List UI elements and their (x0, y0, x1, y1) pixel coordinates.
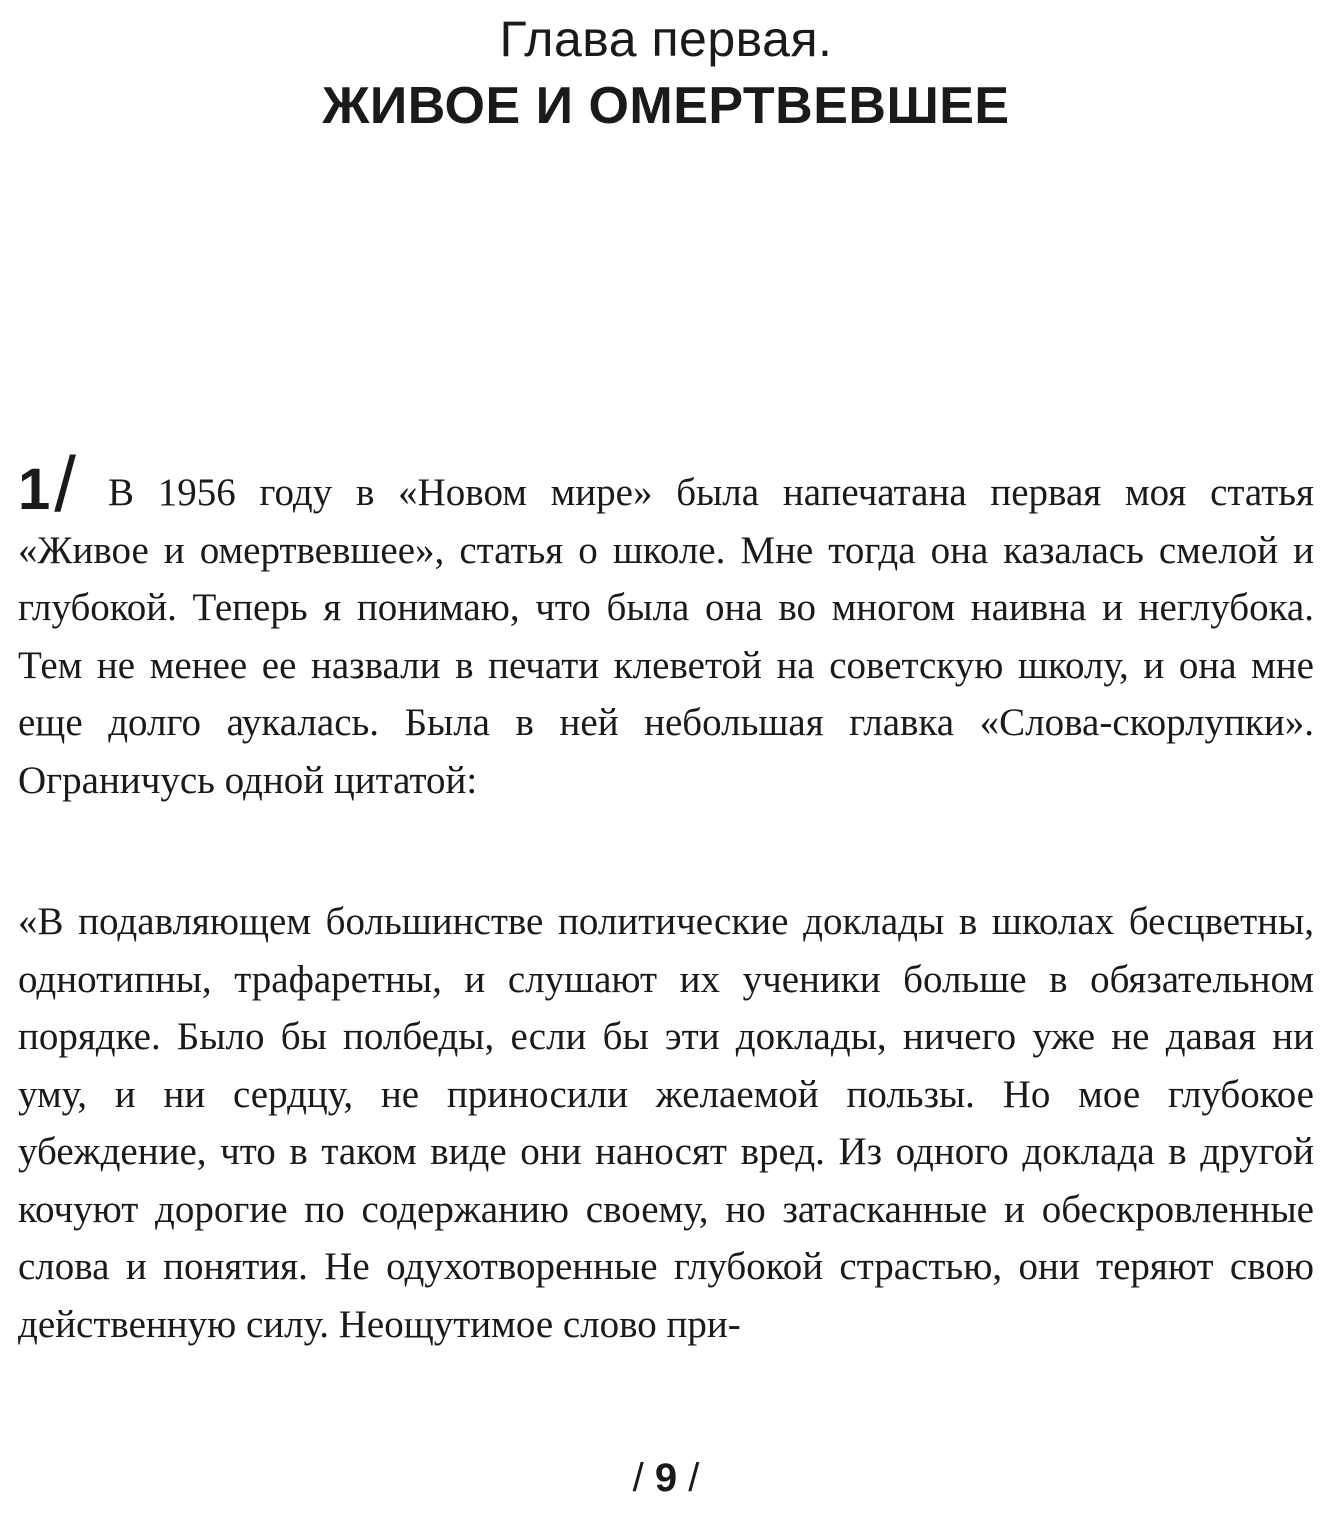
page-number: 9 (654, 1456, 678, 1500)
page-folio (0, 1448, 1332, 1508)
first-paragraph-text: В 1956 году в «Новом мире» была напечатана первая моя статья «Живое и омертвевшее», статья о школе. Мне тогда она казалась смелой и глубокой. Теперь я понимаю, что была она во многом наивна и неглубока. Тем не менее ее назвали в печати клеветой на советскую школу, и она мне еще долго аукалась. Была в ней небольшая главка «Слова-скорлупки». Ограничусь одной цитатой: (18, 471, 1314, 802)
folio-left-slash: / (632, 1456, 644, 1500)
section-number: 1 (18, 457, 51, 522)
chapter-title: ЖИВОЕ И ОМЕРТВЕВШЕЕ (322, 77, 1010, 135)
first-paragraph (18, 440, 1314, 809)
chapter-kicker: Глава первая. (499, 11, 833, 67)
quote-paragraph: «В подавляющем большинстве политические доклады в школах бесцветны, однотипны, трафаретны, и слушают их ученики больше в обязательном порядке. Было бы полбеды, если бы эти доклады, ничего уже не давая ни уму, и ни сердцу, не приносили желаемой пользы. Но мое глубокое убеждение, что в таком виде они наносят вред. Из одного доклада в другой кочуют дорогие по содержанию своему, но затасканные и обескровленные слова и понятия. Не одухотворенные глубокой страстью, они теряют свою действенную силу. Неощутимое слово при- (18, 900, 1314, 1346)
section-slash: / (54, 440, 76, 528)
folio-right-slash: / (688, 1456, 700, 1500)
